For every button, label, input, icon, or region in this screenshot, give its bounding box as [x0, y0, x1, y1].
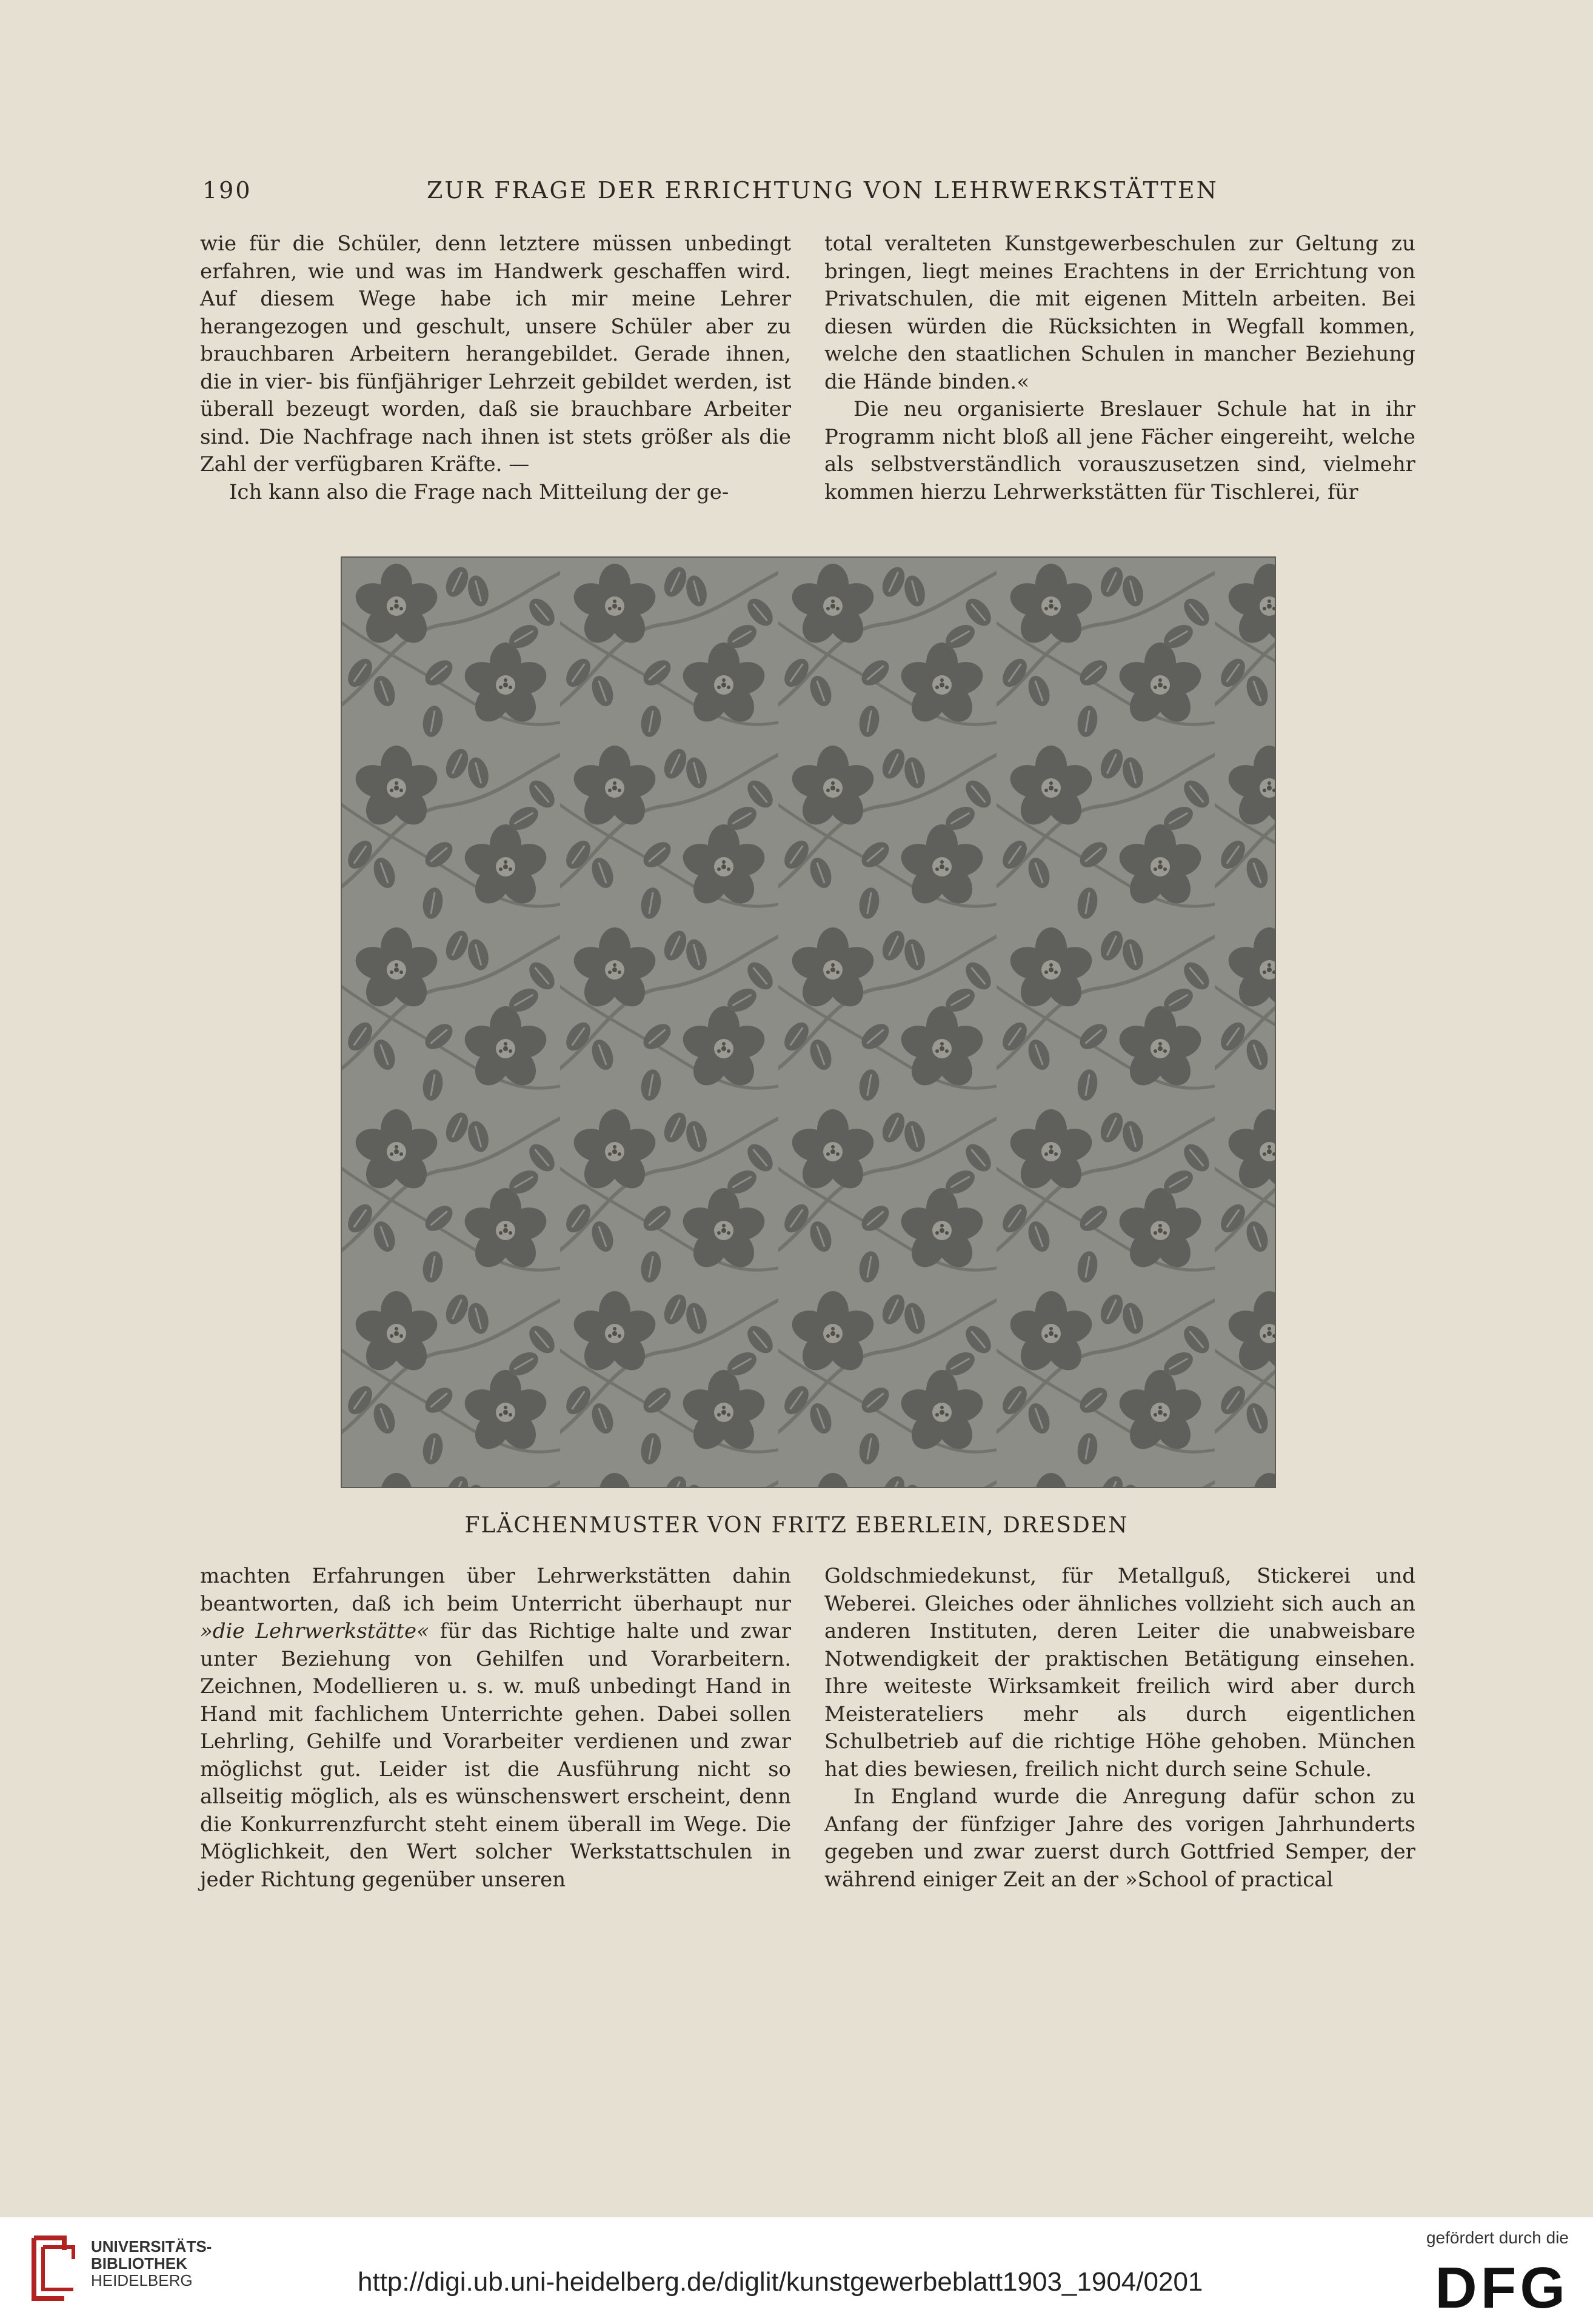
paragraph-text: machten Erfahrungen über Lehrwerkstätten dahin beantworten, daß ich beim Unterricht überhaupt nur: [200, 1564, 791, 1616]
italic-phrase: »die Lehrwerkstätte«: [200, 1619, 429, 1643]
university-library-logo-icon: [22, 2232, 82, 2308]
page-number: 190: [202, 177, 252, 204]
column-bottom-left: [200, 1563, 791, 1894]
digitization-footer: [0, 2217, 1593, 2324]
paragraph: Die neu organisierte Breslauer Schule hat in ihr Programm nicht bloß all jene Fächer eingereiht, welche als selbstverständlich vorauszusetzen sind, vielmehr kommen hierzu Lehrwerkstätten für Tischlerei, für: [824, 397, 1415, 504]
paragraph: Ich kann also die Frage nach Mitteilung der ge-: [229, 479, 729, 504]
paragraph: total veralteten Kunstgewerbeschulen zur Geltung zu bringen, liegt meines Erachtens in der Errichtung von Privatschulen, die mit eigenen Mitteln arbeiten. Bei diesen würden die Rücksichten in Wegfall kommen, welche den staatlichen Schulen in mancher Beziehung die Hände binden.«: [824, 232, 1415, 394]
column-top-right: [824, 230, 1415, 506]
dfg-logo: DFG: [1435, 2256, 1569, 2320]
floral-pattern-image: [342, 558, 1275, 1487]
institution-line: HEIDELBERG: [91, 2271, 193, 2289]
institution-line: UNIVERSITÄTS-: [91, 2237, 212, 2256]
institution-line: BIBLIOTHEK: [91, 2254, 187, 2272]
running-title: ZUR FRAGE DER ERRICHTUNG VON LEHRWERKSTÄTTEN: [427, 177, 1218, 204]
column-top-left: [200, 230, 791, 506]
paragraph-text: für das Richtige halte und zwar unter Beziehung von Gehilfen und Vorarbeitern. Zeichnen, Modellieren u. s. w. muß unbedingt Hand in Hand mit fachlichem Unterrichte gehen. Dabei sollen Lehrling, Gehilfe und Vorarbeiter verdienen und zwar möglichst gut. Leider ist die Ausführung nicht so allseitig möglich, als es wünschenswert erscheint, denn die Konkurrenzfurcht steht einem überall im Wege. Die Möglichkeit, den Wert solcher Werkstattschulen in jeder Richtung gegenüber unseren: [200, 1619, 791, 1892]
floral-pattern-illustration: [341, 556, 1276, 1488]
source-url-link[interactable]: http://digi.ub.uni-heidelberg.de/diglit/kunstgewerbeblatt1903_1904/0201: [358, 2267, 1203, 2297]
institution-name: [91, 2238, 212, 2289]
paragraph: wie für die Schüler, denn letztere müssen unbedingt erfahren, wie und was im Handwerk geschaffen wird. Auf diesem Wege habe ich mir meine Lehrer herangezogen und geschult, unsere Schüler aber zu brauchbaren Arbeitern herangebildet. Gerade ihnen, die in vier- bis fünfjähriger Lehrzeit gebildet werden, ist überall bezeugt worden, daß sie brauchbare Arbeiter sind. Die Nachfrage nach ihnen ist stets größer als die Zahl der verfügbaren Kräfte. —: [200, 232, 791, 476]
column-bottom-right: [824, 1563, 1415, 1894]
sponsor-text: gefördert durch die: [1426, 2228, 1569, 2247]
paragraph: [200, 1563, 791, 1894]
figure-caption: FLÄCHENMUSTER VON FRITZ EBERLEIN, DRESDEN: [464, 1513, 1129, 1538]
paragraph: Goldschmiedekunst, für Metallguß, Stickerei und Weberei. Gleiches oder ähnliches vollzieht sich auch an anderen Instituten, deren Leiter die unabweisbare Notwendigkeit der praktischen Betätigung einsehen. Ihre weiteste Wirksamkeit freilich wird aber durch Meisterateliers mehr als durch eigentlichen Schulbetrieb auf die richtige Höhe gehoben. München hat dies bewiesen, freilich nicht durch seine Schule.: [824, 1564, 1415, 1781]
paragraph: In England wurde die Anregung dafür schon zu Anfang der fünfziger Jahre des vorigen Jahrhunderts gegeben und zwar zuerst durch Gottfried Semper, der während einiger Zeit an der »School of practical: [824, 1785, 1415, 1892]
